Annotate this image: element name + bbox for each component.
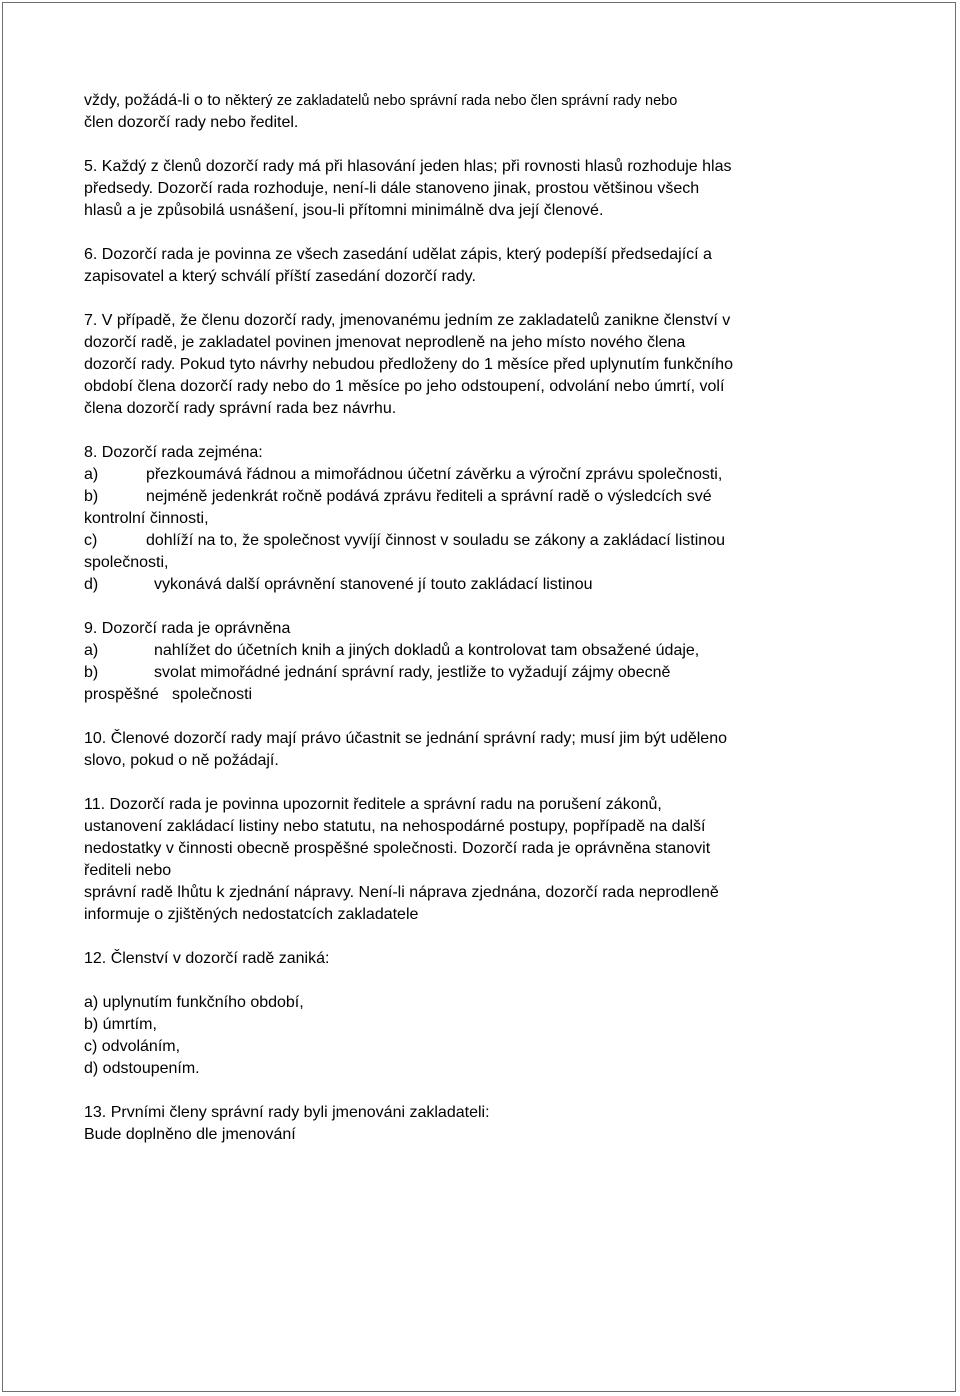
paragraph-continuation (84, 90, 884, 134)
paragraph-12 (84, 948, 884, 1080)
paragraph-7 (84, 310, 884, 420)
section-title: 8. Dozorčí rada zejména: (84, 444, 263, 461)
text-line: období člena dozorčí rady nebo do 1 měsíce po jeho odstoupení, odvolání nebo úmrtí, volí (84, 378, 725, 395)
text-line: Bude doplněno dle jmenování (84, 1126, 296, 1143)
list-item: b) úmrtím, (84, 1016, 157, 1033)
paragraph-6 (84, 244, 884, 288)
text-line: 6. Dozorčí rada je povinna ze všech zasedání udělat zápis, který podepíší předsedající a (84, 246, 712, 263)
list-item: a) přezkoumává řádnou a mimořádnou účetní závěrku a výroční zprávu společnosti, (84, 466, 723, 483)
text-line: nedostatky v činnosti obecně prospěšné společnosti. Dozorčí rada je oprávněna stanovit (84, 840, 711, 857)
text-line: informuje o zjištěných nedostatcích zakladatele (84, 906, 419, 923)
text-line: kontrolní činnosti, (84, 510, 209, 527)
text-line: 10. Členové dozorčí rady mají právo účastnit se jednání správní rady; musí jim být uděleno (84, 730, 727, 747)
section-title: 12. Členství v dozorčí radě zaniká: (84, 950, 330, 967)
list-item: c) dohlíží na to, že společnost vyvíjí činnost v souladu se zákony a zakládací listinou (84, 532, 725, 549)
paragraph-10 (84, 728, 884, 772)
text-line: 5. Každý z členů dozorčí rady má při hlasování jeden hlas; při rovnosti hlasů rozhoduje hlas (84, 158, 732, 175)
text-line: člen dozorčí rady nebo ředitel. (84, 114, 299, 131)
text-line: předsedy. Dozorčí rada rozhoduje, není-li dále stanoveno jinak, prostou většinou všech (84, 180, 700, 197)
list-item: d) vykonává další oprávnění stanovené jí touto zakládací listinou (84, 576, 593, 593)
paragraph-8 (84, 442, 884, 596)
paragraph-13 (84, 1102, 884, 1146)
paragraph-9 (84, 618, 884, 706)
text-line: správní radě lhůtu k zjednání nápravy. Není-li náprava zjednána, dozorčí rada neprodleně (84, 884, 719, 901)
section-title: 9. Dozorčí rada je oprávněna (84, 620, 291, 637)
text-line: 11. Dozorčí rada je povinna upozornit ředitele a správní radu na porušení zákonů, (84, 796, 662, 813)
list-item: b) svolat mimořádné jednání správní rady, jestliže to vyžadují zájmy obecně (84, 664, 671, 681)
list-item: a) uplynutím funkčního období, (84, 994, 304, 1011)
text-line: některý ze zakladatelů nebo správní rada nebo člen správní rady nebo (225, 93, 678, 109)
list-item: d) odstoupením. (84, 1060, 200, 1077)
text-line: ustanovení zakládací listiny nebo statutu, na nehospodárné postupy, popřípadě na další (84, 818, 706, 835)
paragraph-5 (84, 156, 884, 222)
paragraph-11 (84, 794, 884, 926)
text-line: řediteli nebo (84, 862, 172, 879)
text-line: zapisovatel a který schválí příští zasedání dozorčí rady. (84, 268, 476, 285)
text-line: slovo, pokud o ně požádají. (84, 752, 279, 769)
list-item: a) nahlížet do účetních knih a jiných dokladů a kontrolovat tam obsažené údaje, (84, 642, 700, 659)
document-body (84, 90, 884, 1146)
text-line: člena dozorčí rady správní rada bez návrhu. (84, 400, 397, 417)
text-line: dozorčí rady. Pokud tyto návrhy nebudou předloženy do 1 měsíce před uplynutím funkčního (84, 356, 733, 373)
list-item: c) odvoláním, (84, 1038, 181, 1055)
text-line: dozorčí radě, je zakladatel povinen jmenovat neprodleně na jeho místo nového člena (84, 334, 686, 351)
text-line: hlasů a je způsobilá usnášení, jsou-li přítomni minimálně dva její členové. (84, 202, 604, 219)
text-line: 13. Prvními členy správní rady byli jmenováni zakladateli: (84, 1104, 490, 1121)
text-line: vždy, požádá-li o to (84, 92, 226, 109)
text-line: 7. V případě, že členu dozorčí rady, jmenovanému jedním ze zakladatelů zanikne členství v (84, 312, 731, 329)
list-item: b) nejméně jedenkrát ročně podává zprávu řediteli a správní radě o výsledcích své (84, 488, 712, 505)
text-line: společnosti, (84, 554, 169, 571)
text-line: prospěšné společnosti (84, 686, 253, 703)
